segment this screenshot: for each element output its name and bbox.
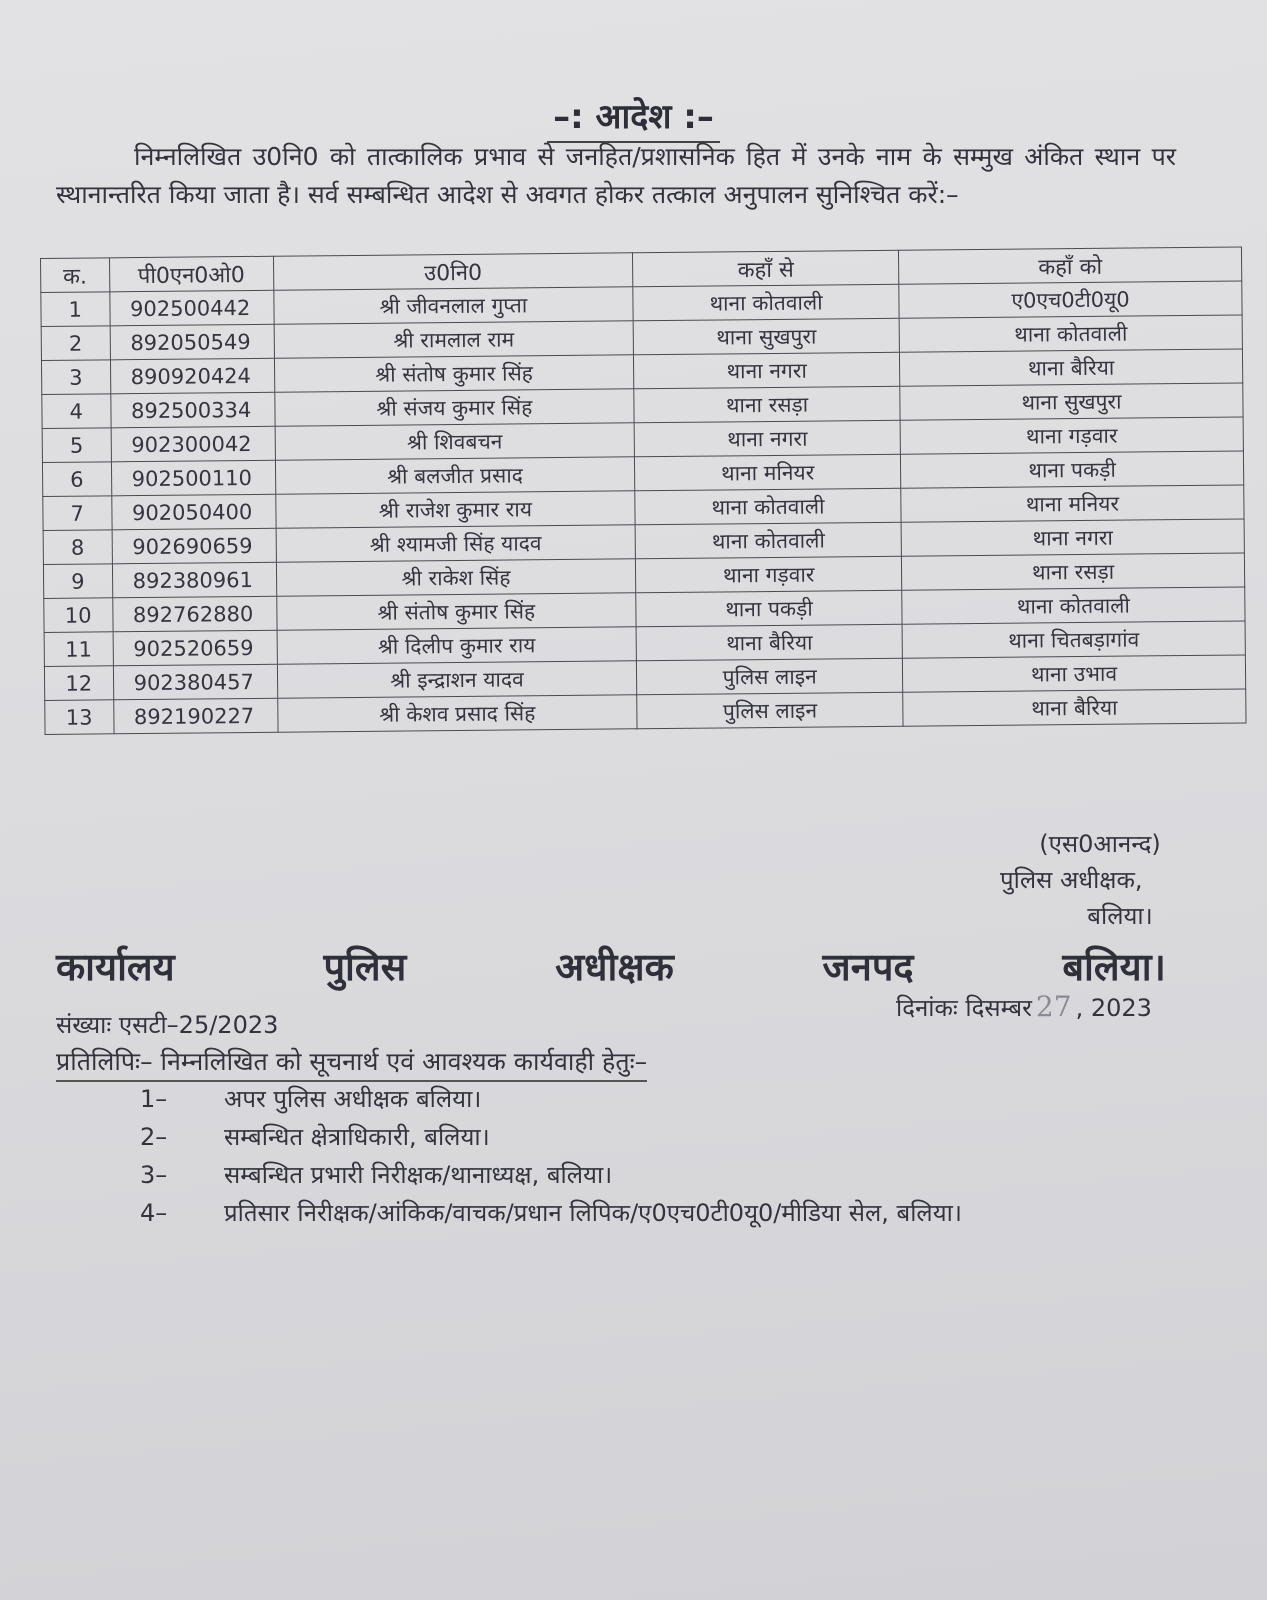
- signature-block: [1000, 826, 1200, 934]
- cell-serial: 8: [43, 530, 112, 565]
- cell-from: थाना मनियर: [635, 454, 901, 491]
- cell-from: थाना कोतवाली: [635, 522, 901, 559]
- cell-serial: 9: [43, 564, 112, 599]
- cell-name: श्री केशव प्रसाद सिंह: [277, 695, 637, 732]
- cell-serial: 11: [44, 632, 113, 667]
- office-line: [56, 940, 1166, 992]
- cell-pno: 892762880: [112, 596, 276, 632]
- cell-name: श्री श्यामजी सिंह यादव: [276, 525, 636, 562]
- date-line: [896, 990, 1152, 1024]
- list-item-text: सम्बन्धित क्षेत्राधिकारी, बलिया।: [224, 1123, 490, 1151]
- cell-to: थाना बैरिया: [900, 349, 1243, 386]
- list-item: [140, 1156, 1200, 1194]
- cell-name: श्री संतोष कुमार सिंह: [274, 355, 634, 392]
- cell-to: थाना बैरिया: [903, 689, 1246, 726]
- copy-list: [140, 1080, 1200, 1232]
- cell-serial: 4: [42, 394, 111, 429]
- cell-pno: 902500110: [111, 460, 275, 496]
- date-year: , 2023: [1075, 994, 1152, 1022]
- cell-from: पुलिस लाइन: [637, 658, 903, 695]
- header-serial: क.: [41, 258, 110, 293]
- cell-to: थाना गड़वार: [900, 417, 1243, 454]
- header-pno: पी0एन0ओ0: [109, 256, 273, 292]
- office-word: कार्यालय: [56, 945, 175, 989]
- order-title: [0, 92, 1267, 138]
- cell-from: थाना पकड़ी: [636, 590, 902, 627]
- cell-to: थाना मनियर: [901, 485, 1244, 522]
- order-title-text: –: आदेश :–: [547, 97, 720, 143]
- cell-to: ए0एच0टी0यू0: [899, 281, 1242, 318]
- signatory-designation: पुलिस अधीक्षक,: [1000, 866, 1143, 894]
- cell-to: थाना उभाव: [903, 655, 1246, 692]
- signatory-place: बलिया।: [1087, 902, 1153, 930]
- list-item-number: 1–: [140, 1085, 168, 1113]
- cell-pno: 892050549: [110, 324, 274, 360]
- list-item: [140, 1194, 1200, 1232]
- cell-serial: 5: [42, 428, 111, 463]
- date-day: 27: [1035, 990, 1072, 1023]
- cell-from: थाना कोतवाली: [635, 488, 901, 525]
- header-to: कहाँ को: [899, 247, 1242, 284]
- cell-to: थाना चितबड़ागांव: [902, 621, 1245, 658]
- cell-pno: 902520659: [113, 630, 277, 666]
- transfer-table: [40, 246, 1247, 735]
- cell-from: पुलिस लाइन: [637, 692, 903, 729]
- list-item-text: प्रतिसार निरीक्षक/आंकिक/वाचक/प्रधान लिपिक/ए0एच0टी0यू0/मीडिया सेल, बलिया।: [224, 1199, 962, 1227]
- cell-name: श्री शिवबचन: [275, 423, 635, 460]
- cell-from: थाना कोतवाली: [633, 284, 899, 321]
- cell-pno: 902690659: [112, 528, 276, 564]
- cell-serial: 2: [41, 326, 110, 361]
- list-item-number: 2–: [140, 1123, 168, 1151]
- cell-to: थाना पकड़ी: [901, 451, 1244, 488]
- copy-heading: प्रतिलिपिः– निम्नलिखित को सूचनार्थ एवं आवश्यक कार्यवाही हेतुः–: [56, 1044, 647, 1082]
- cell-name: श्री बलजीत प्रसाद: [275, 457, 635, 494]
- cell-pno: 892190227: [113, 698, 277, 734]
- cell-to: थाना कोतवाली: [899, 315, 1242, 352]
- cell-name: श्री इन्द्राशन यादव: [277, 661, 637, 698]
- list-item-text: अपर पुलिस अधीक्षक बलिया।: [224, 1085, 482, 1113]
- cell-from: थाना सुखपुरा: [633, 318, 899, 355]
- cell-pno: 902050400: [111, 494, 275, 530]
- cell-from: थाना नगरा: [634, 352, 900, 389]
- cell-from: थाना रसड़ा: [634, 386, 900, 423]
- cell-name: श्री राकेश सिंह: [276, 559, 636, 596]
- cell-from: थाना गड़वार: [636, 556, 902, 593]
- cell-to: थाना सुखपुरा: [900, 383, 1243, 420]
- cell-to: थाना नगरा: [901, 519, 1244, 556]
- cell-name: श्री राजेश कुमार राय: [275, 491, 635, 528]
- office-word: पुलिस: [323, 945, 407, 989]
- intro-paragraph: निम्नलिखित उ0नि0 को तात्कालिक प्रभाव से जनहित/प्रशासनिक हित में उनके नाम के सम्मुख अंकित स्थान पर स्थानान्तरित किया जाता है। सर्व सम्बन्धित आदेश से अवगत होकर तत्काल अनुपालन सुनिश्चित करें:–: [56, 142, 1176, 209]
- cell-name: श्री दिलीप कुमार राय: [277, 627, 637, 664]
- office-word: अधीक्षक: [555, 945, 674, 989]
- cell-serial: 12: [44, 666, 113, 701]
- table-body: [41, 281, 1246, 735]
- cell-pno: 902300042: [111, 426, 275, 462]
- cell-serial: 10: [44, 598, 113, 633]
- list-item: [140, 1118, 1200, 1156]
- cell-to: थाना कोतवाली: [902, 587, 1245, 624]
- reference-number: संख्याः एसटी–25/2023: [56, 1011, 279, 1039]
- cell-pno: 890920424: [110, 358, 274, 394]
- cell-pno: 892500334: [110, 392, 274, 428]
- cell-serial: 3: [41, 360, 110, 395]
- list-item-text: सम्बन्धित प्रभारी निरीक्षक/थानाध्यक्ष, बलिया।: [224, 1161, 613, 1189]
- cell-from: थाना बैरिया: [636, 624, 902, 661]
- list-item: [140, 1080, 1200, 1118]
- cell-serial: 7: [43, 496, 112, 531]
- cell-pno: 902500442: [109, 290, 273, 326]
- cell-from: थाना नगरा: [634, 420, 900, 457]
- cell-serial: 1: [41, 292, 110, 327]
- header-from: कहाँ से: [633, 250, 899, 287]
- cell-pno: 892380961: [112, 562, 276, 598]
- cell-pno: 902380457: [113, 664, 277, 700]
- list-item-number: 4–: [140, 1199, 168, 1227]
- office-word: जनपद: [822, 945, 914, 989]
- header-name: उ0नि0: [273, 253, 633, 290]
- signatory-name: (एस0आनन्द): [1039, 830, 1161, 858]
- cell-serial: 13: [45, 700, 114, 735]
- date-prefix: दिनांकः दिसम्बर: [896, 994, 1032, 1022]
- cell-name: श्री रामलाल राम: [274, 321, 634, 358]
- office-word: बलिया।: [1062, 945, 1166, 989]
- cell-name: श्री जीवनलाल गुप्ता: [274, 287, 634, 324]
- list-item-number: 3–: [140, 1161, 168, 1189]
- cell-name: श्री संजय कुमार सिंह: [275, 389, 635, 426]
- cell-name: श्री संतोष कुमार सिंह: [276, 593, 636, 630]
- cell-to: थाना रसड़ा: [902, 553, 1245, 590]
- cell-serial: 6: [42, 462, 111, 497]
